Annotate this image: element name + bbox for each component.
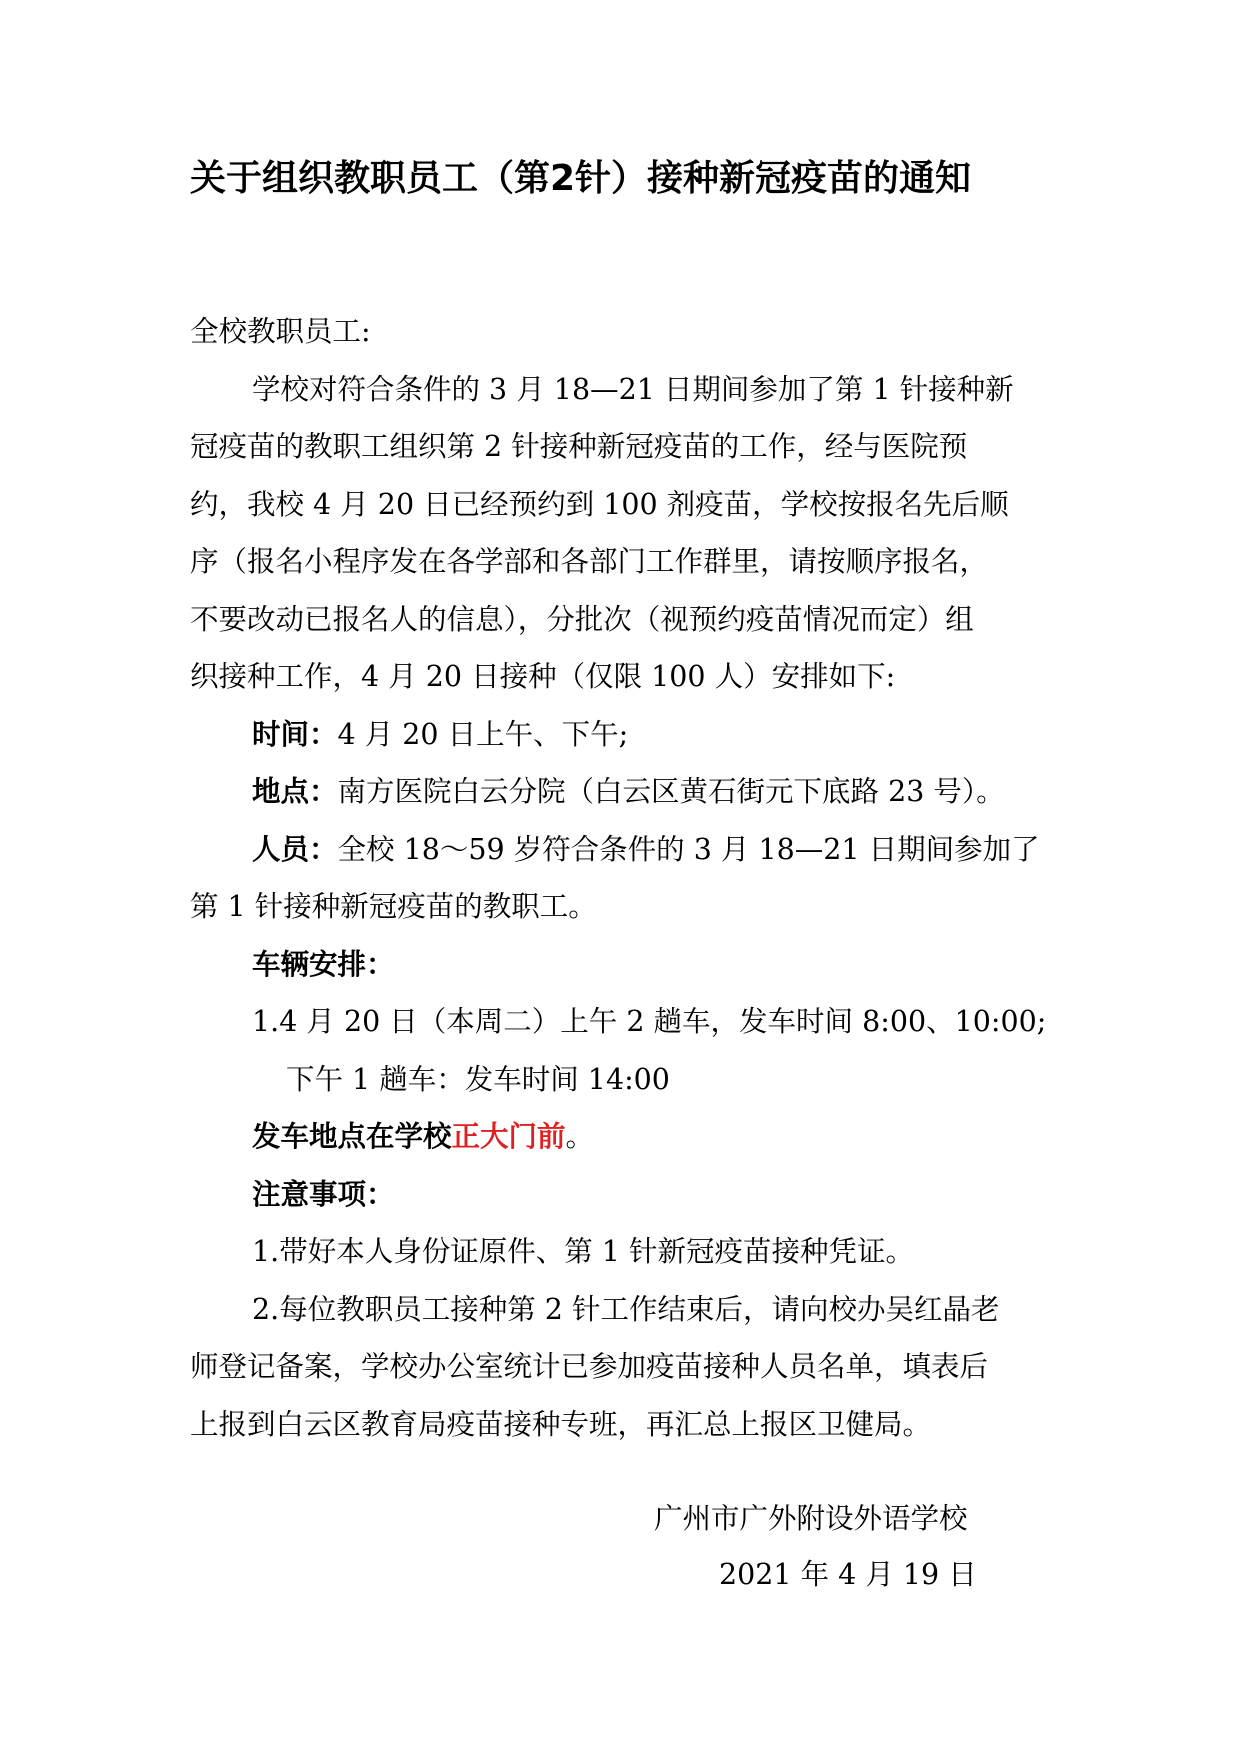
people-row: [190, 821, 1050, 879]
time-value: 4 月 20 日上午、下午;: [337, 717, 629, 751]
depart-location-row: [190, 1108, 1050, 1166]
depart-suffix: 。: [565, 1120, 595, 1153]
time-label: 时间：: [252, 717, 338, 751]
depart-prefix: 发车地点在学校: [252, 1120, 452, 1153]
signature-org: 广州市广外附设外语学校: [654, 1502, 968, 1535]
people-value-line-2: 第 1 针接种新冠疫苗的教职工。: [190, 890, 597, 923]
place-row: [190, 763, 1050, 821]
people-label: 人员：: [252, 832, 338, 866]
signature-date: 2021 年 4 月 19 日: [719, 1558, 977, 1591]
intro-line-4: 序（报名小程序发在各学部和各部门工作群里，请按顺序报名，: [190, 545, 989, 578]
notes-item-1: 1.带好本人身份证原件、第 1 针新冠疫苗接种凭证。: [252, 1235, 914, 1268]
notes-item-2-line-2: 师登记备案，学校办公室统计已参加疫苗接种人员名单，填表后: [190, 1350, 989, 1383]
intro-line-1: 学校对符合条件的 3 月 18—21 日期间参加了第 1 针接种新: [252, 372, 1014, 406]
intro-line-5: 不要改动已报名人的信息），分批次（视预约疫苗情况而定）组: [190, 602, 974, 636]
notes-item-2-line-1: 2.每位教职员工接种第 2 针工作结束后，请向校办吴红晶老: [252, 1292, 1000, 1326]
vehicle-line-1: 1.4 月 20 日（本周二）上午 2 趟车，发车时间 8:00、10:00;: [252, 1005, 1047, 1038]
notes-item-2-line-3: 上报到白云区教育局疫苗接种专班，再汇总上报区卫健局。: [190, 1407, 932, 1441]
salutation: 全校教职员工:: [190, 315, 371, 348]
depart-highlight: 正大门前: [451, 1120, 566, 1153]
intro-line-6: 织接种工作，4 月 20 日接种（仅限 100 人）安排如下:: [190, 660, 896, 693]
document-body: [190, 303, 1050, 1453]
time-row: [190, 706, 1050, 764]
people-value-line-1: 全校 18～59 岁符合条件的 3 月 18—21 日期间参加了: [337, 832, 1040, 866]
vehicle-heading: 车辆安排：: [252, 947, 395, 981]
document-title: 关于组织教职员工（第2针）接种新冠疫苗的通知: [190, 158, 972, 199]
vehicle-line-2: 下午 1 趟车：发车时间 14:00: [286, 1062, 670, 1096]
notes-heading: 注意事项：: [252, 1177, 395, 1211]
intro-line-2: 冠疫苗的教职工组织第 2 针接种新冠疫苗的工作，经与医院预: [190, 430, 968, 463]
place-value: 南方医院白云分院（白云区黄石街元下底路 23 号）。: [337, 775, 1005, 808]
place-label: 地点：: [252, 775, 338, 808]
intro-line-3: 约，我校 4 月 20 日已经预约到 100 剂疫苗，学校按报名先后顺: [190, 487, 1009, 521]
